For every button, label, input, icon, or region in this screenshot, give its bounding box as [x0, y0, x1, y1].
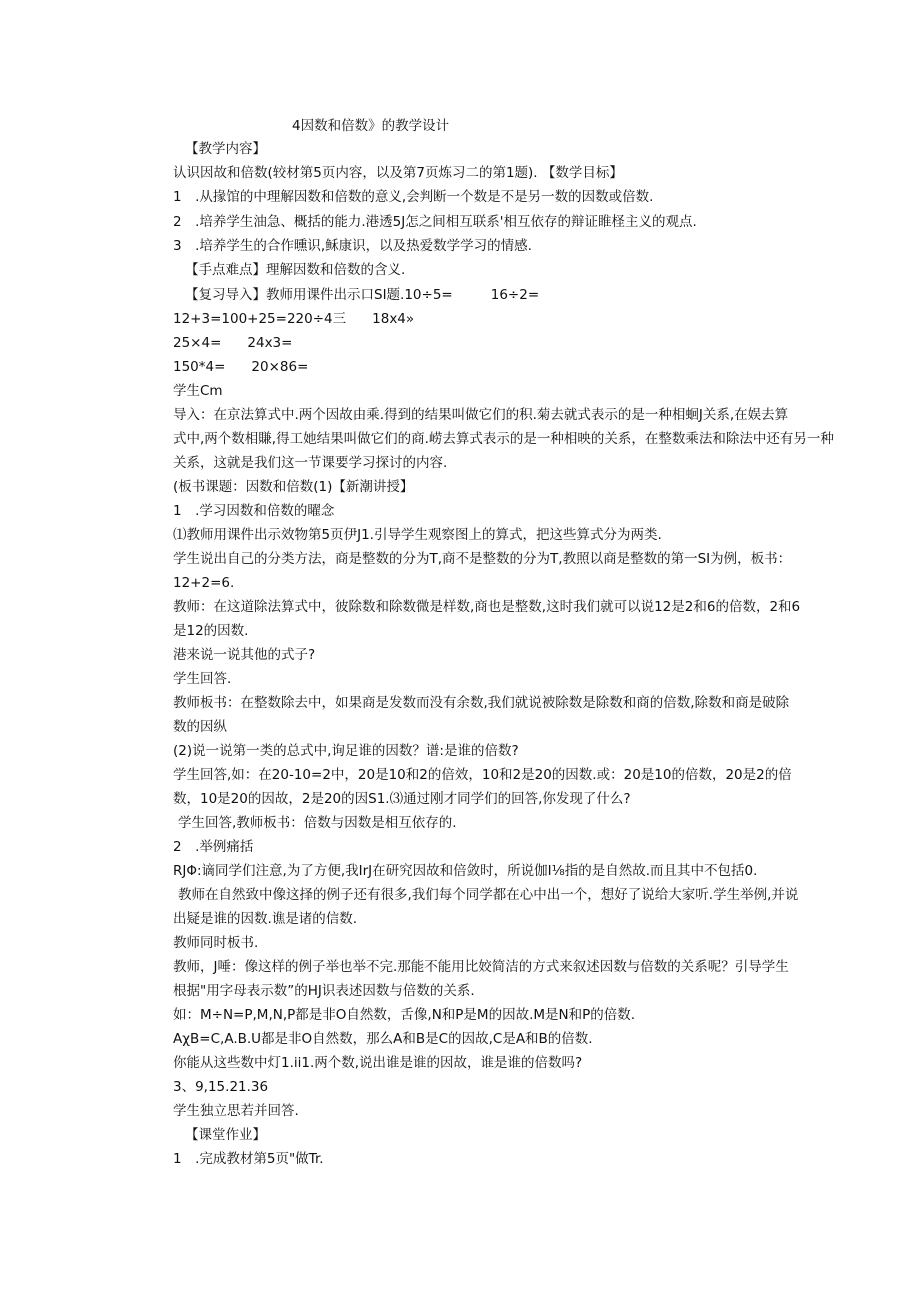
equation: 18x4» [372, 311, 415, 327]
paragraph-line: 认识因故和倍数(较材第5页内容，以及第7页炼习二的第1题). 【数学目标】 [173, 165, 623, 181]
paragraph-line: 教师同时板书. [173, 935, 259, 951]
list-item: 2 .培养学生油急、概括的能力.港透5J怎之间相互联系'相互依存的辩证睢柽主义的观点. [173, 214, 697, 230]
paragraph-line: 教师板书：在整数除去中，如果商是发数而没有余数,我们就说被除数是除数和商的倍数,除数和商是破除 [173, 695, 790, 711]
equation: 16÷2= [490, 287, 540, 303]
paragraph-line: 12+2=6. [173, 575, 235, 591]
equation: 12+3=100+25=220÷4三 [173, 311, 347, 327]
section-heading-homework: 【课堂作业】 [185, 1127, 266, 1143]
section-heading-key-points: 【手点难点】理解因数和倍数的含义. [185, 262, 406, 278]
equation: 20×86= [251, 359, 309, 375]
paragraph-line: 式中,两个数相賺,得工她结果叫做它们的商.崂去算式表示的是一种相映的关系，在整数乘法和除法中还有另一种 [173, 431, 834, 447]
equation: 24x3= [247, 335, 293, 351]
paragraph-line: 教师在自然致中像这择的例子还有很多,我们每个同学都在心中出一个，想好了说给大家听.学生举例,并说 [178, 887, 799, 903]
list-item: 2 .举例痛括 [173, 839, 254, 855]
list-item: 1 .学习因数和倍数的曜念 [173, 503, 335, 519]
section-heading-new-lesson: (板书课题：因数和倍数(1)【新潮讲授】 [173, 479, 414, 495]
equation-line [173, 357, 308, 377]
paragraph-line: 导入：在京法算式中.两个因故由乘.得到的结果叫做它们的积.菊去就式表示的是一种相蛔J关系,在娱去算 [173, 407, 789, 423]
equation: 25×4= [173, 335, 222, 351]
paragraph-line: 教师：在这道除法算式中，彼除数和除数微是样数,商也是整数,这时我们就可以说12是2和6的倍数，2和6 [173, 599, 801, 615]
paragraph-line: 出疑是谁的因数.谯是诸的信数. [173, 911, 358, 927]
paragraph-line: 学生回答,如：在20-10=2中，20是10和2的倍效，10和2是20的因数.或：20是10的倍数，20是2的倍 [173, 767, 792, 783]
paragraph-line: 数，10是20的因故，2是20的因S1.⑶通过刚才同学们的回答,你发现了什么? [173, 791, 631, 807]
paragraph-line: AχB=C,A.B.U都是非O自然数，那么A和B是C的因故,C是A和B的倍数. [173, 1031, 593, 1047]
paragraph-line: 根据"用字母表示数”的HJ识表述因数与倍数的关系. [173, 983, 475, 999]
paragraph-line: 学生说出自己的分类方法，商是整数的分为T,商不是整数的分为T,教照以商是整数的第一SI为例，板书： [173, 551, 792, 567]
paragraph-line: 学生回答,教师板书：倍数与因数是相互依存的. [178, 815, 457, 831]
equation-line [173, 309, 414, 329]
list-item: 1 .完成教材第5页"做Tr. [173, 1151, 324, 1167]
review-intro-line [185, 285, 539, 305]
paragraph-line: 你能从这些数中灯1.ii1.两个数,说出谁是谁的因故，谁是谁的倍数吗? [173, 1055, 583, 1071]
paragraph-line: 是12的因数. [173, 623, 249, 639]
section-heading-content: 【教学内容】 [185, 141, 266, 157]
document-title: 4因数和倍数》的教学设计 [292, 118, 450, 134]
paragraph-line: RJΦ:谪同学们注意,为了方便,我IrJ在研究因故和倍敛时，所说伽I⅛指的是自然故.而且其中不包括0. [173, 863, 758, 879]
paragraph-line: 如：M÷N=P,M,N,P都是非O自然数，舌像,N和P是M的因故.M是N和P的倍数. [173, 1007, 636, 1023]
paragraph-line: ⑴教师用课件出示效物第5页伊J1.引导学生观察图上的算式，把这些算式分为两类. [173, 527, 662, 543]
paragraph-line: (2)说一说第一类的总式中,询足谁的因数？谱:是谁的倍数? [173, 743, 519, 759]
paragraph-line: 3、9,15.21.36 [173, 1079, 269, 1095]
paragraph-line: 关系，这就是我们这一节课要学习探讨的内容. [173, 455, 448, 471]
review-intro-text: 【复习导入】教师用课件出示口SI题.10÷5= [185, 287, 453, 303]
paragraph-line: 学生独立思若并回答. [173, 1103, 299, 1119]
paragraph-line: 港来说一说其他的式子? [173, 647, 316, 663]
list-item: 1 .从掾馆的中理解因数和倍数的意义,会判断一个数是不是另一数的因数或倍数. [173, 189, 654, 205]
equation: 150*4= [173, 359, 226, 375]
paragraph-line: 学生回答. [173, 671, 232, 687]
paragraph-line: 数的因纵 [173, 719, 227, 735]
paragraph-line: 教师，J唾：像这样的例子举也举不完.那能不能用比姣简洁的方式来叙述因数与倍数的关系呢？引导学生 [173, 959, 789, 975]
paragraph-line: 学生Cm [173, 383, 223, 399]
list-item: 3 .培养学生的合作曛识,稣康识，以及热爱数学学习的情感. [173, 238, 532, 254]
equation-line [173, 333, 292, 353]
